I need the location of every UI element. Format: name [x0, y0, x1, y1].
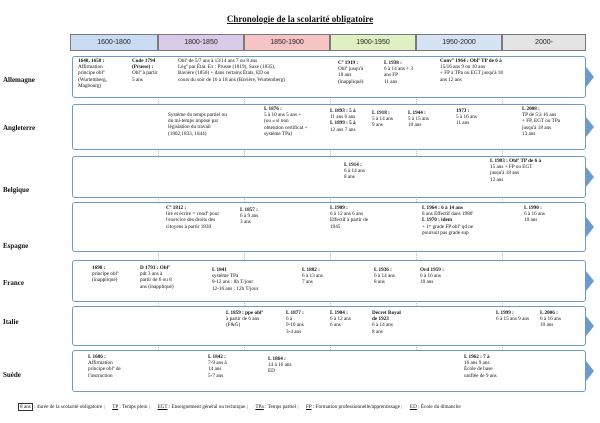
entry-line: 6 à 16 ans — [524, 211, 545, 218]
timeline-entry — [140, 265, 174, 290]
entry-line: 8 ans — [374, 279, 385, 286]
entry-line: 8 ans — [344, 174, 355, 181]
entry-line: 5-7 ans — [208, 372, 224, 379]
timeline-entry — [464, 354, 497, 379]
entry-line: 14 ans — [208, 366, 222, 373]
timeline-entry — [92, 265, 119, 284]
entry-line: jusqu'à 18 ans — [522, 124, 552, 131]
entry-line: L 1962 : 7 à — [464, 354, 490, 360]
entry-line: 12 ans 7 ans — [330, 126, 356, 133]
entry-line: L 1859 : ppe oblº — [226, 310, 264, 316]
entry-line: 9-10 ans — [286, 322, 304, 329]
entry-line: L 1970 : idem — [422, 217, 453, 224]
country-label: Belgique — [3, 186, 30, 194]
band-suede — [72, 350, 586, 392]
timeline-entry — [540, 310, 561, 329]
timeline-entry — [330, 108, 356, 133]
entry-line: D 1793 : Oblº — [140, 265, 170, 271]
entry-line: TP de 5 à 16 ans — [522, 112, 557, 119]
entry-line: L 1904 : — [330, 310, 348, 316]
entry-line: principe oblº — [78, 70, 105, 77]
entry-line: 5 à 16 ans — [456, 114, 477, 121]
entry-line: Code 1794 — [132, 58, 156, 64]
entry-line: ED — [268, 368, 275, 375]
entry-line: 10 ans — [540, 322, 554, 329]
entry-line: principe oblº — [92, 271, 119, 278]
timeline-entry — [264, 106, 308, 137]
entry-line: 3 ans — [240, 219, 251, 226]
entry-line: 1640, 1658 : — [78, 58, 105, 64]
legend — [18, 404, 467, 410]
entry-line: 9 ans — [372, 122, 383, 129]
entry-line: 6 à 14 ans — [374, 273, 395, 280]
entry-line: 8 ans — [372, 328, 383, 335]
entry-line: 6 à 13 ans — [302, 273, 323, 280]
entry-line: L 1938 : — [384, 60, 402, 66]
timeline-entry — [408, 110, 429, 129]
entry-line: 10 ans — [408, 122, 422, 129]
entry-line: 16 ans 9 ans — [464, 360, 490, 367]
entry-line: L 1914 : — [344, 162, 362, 168]
entry-line: 5 à 15 ans — [408, 116, 429, 123]
entry-line: système TPa) — [264, 130, 292, 137]
entry-line: poursuit pas grade sup — [422, 229, 469, 236]
legend-item: EGT : Enseignement général ou technique ; — [157, 404, 249, 410]
entry-line: 10 ans — [420, 279, 434, 286]
entry-line: Oblº de 5/7 ans à 13/14 ans 7 ou 8 ans — [178, 58, 258, 64]
entry-line: (1802,1833, 1844) — [168, 130, 207, 137]
entry-line: législation du travail — [168, 124, 211, 131]
entry-line: L 1842 : — [208, 354, 226, 360]
timeline-entry — [524, 205, 545, 224]
entry-line: L 1899 : 5 à — [330, 120, 356, 127]
entry-line: 8 ans Effectif dans 1980' — [422, 211, 474, 218]
entry-line: 12-16 ans : 12h T/jour — [212, 285, 259, 292]
timeline-entry — [338, 60, 363, 85]
entry-line: L 1964 : 6 à 14 ans — [422, 205, 463, 211]
timeline-entry — [286, 310, 304, 335]
entry-line: Oblº à partir — [132, 70, 158, 77]
entry-line: L 1999 : — [496, 310, 514, 316]
entry-line: (Prusse) : — [132, 64, 154, 71]
entry-line: 18 ans — [338, 72, 352, 79]
entry-line: Effectif à partir de — [330, 217, 369, 224]
entry-line: 1698 : — [92, 265, 106, 271]
entry-line: 6 ans — [330, 322, 341, 329]
country-label: Angleterre — [3, 124, 36, 132]
legend-item: TPa : Temps partiel ; — [255, 404, 299, 410]
entry-line: (inappliqué) — [92, 277, 118, 284]
timeline-entry — [226, 310, 263, 329]
entry-line: 6 à 15 ans 9 ans — [496, 316, 529, 323]
entry-line: Affirmation — [78, 64, 103, 71]
timeline-entry — [166, 205, 219, 230]
timeline-entry — [268, 356, 291, 375]
entry-line: jusqu'à 18 ans — [490, 170, 520, 177]
country-label: Suède — [3, 371, 21, 379]
entry-line: obtention certificat + — [264, 124, 308, 131]
entry-line: Décret Royal — [372, 310, 401, 316]
entry-line: citoyens à partir 1830 — [166, 223, 212, 230]
entry-line: (Wurtemberg, — [78, 76, 107, 83]
entry-line: système TPa — [212, 273, 239, 280]
entry-line: L 1882 : — [302, 267, 320, 273]
legend-item: FP : Formation professionnelle/apprentissage ; — [305, 404, 403, 410]
timeline-entry — [330, 310, 351, 329]
timeline-entry — [496, 310, 529, 322]
period-1800-1850: 1800-1850 — [158, 34, 244, 51]
timeline-entry — [420, 267, 444, 286]
entry-line: Bavière (1856) + dans certains États, ED ou — [178, 70, 270, 77]
period-1600-1800: 1600-1800 — [70, 34, 158, 51]
entry-line: cours du soir de 16 à 18 ans (Bavière, Wurtemberg) — [178, 76, 286, 83]
entry-line: Oblº jusqu'à — [338, 66, 364, 73]
timeline-entry — [212, 267, 258, 292]
entry-line: ans 12 ans — [440, 76, 462, 83]
period-1900-1950: 1900-1950 — [330, 34, 416, 51]
country-label: Italie — [3, 318, 19, 326]
entry-line: L 1864 : — [268, 356, 286, 362]
entry-line: L 1990 : — [524, 205, 542, 211]
entry-line: (ou « si non — [264, 118, 289, 125]
entry-line: (F&G) — [226, 322, 241, 329]
entry-line: 6 à 16 ans — [420, 273, 441, 280]
entry-line: L 1876 : — [264, 106, 282, 112]
entry-line: L 1936 : — [374, 267, 392, 273]
entry-line: 13 ans — [522, 130, 536, 137]
entry-line: l'instruction — [88, 372, 113, 379]
entry-line: ans (inappliqué) — [140, 283, 174, 290]
entry-line: 1973 : — [456, 108, 470, 114]
timeline-entry — [168, 112, 227, 137]
entry-line: 5 à 10 ans 5 ans + — [264, 112, 302, 119]
entry-line: L 2006 : — [540, 310, 558, 316]
entry-line: 6 à 12 ans 6 ans — [330, 211, 363, 218]
entry-line: 15 ans + FP ou EGT — [490, 164, 533, 171]
timeline-entry — [302, 267, 323, 286]
entry-line: Conv° 1964 : Oblº TP de 6 à — [440, 58, 502, 64]
entry-line: 6 à 9 ans — [240, 213, 259, 220]
entry-line: L 1893 : 5 à — [330, 108, 356, 114]
band-angleterre — [72, 104, 586, 150]
entry-line: 6 à 16 ans — [540, 316, 561, 323]
timeline-entry — [372, 310, 401, 335]
timeline-entry — [456, 108, 477, 127]
entry-line: L 1909 : — [330, 205, 348, 211]
country-label: France — [3, 279, 24, 287]
entry-line: ans FP — [384, 72, 398, 79]
entry-line: 6 à — [286, 316, 293, 323]
entry-line: 15/16 ans 9 ou 10 ans — [440, 64, 486, 71]
entry-line: 11 ans — [456, 120, 470, 127]
timeline-entry — [344, 162, 365, 181]
entry-line: + 1ᵉʳ grade FP oblº qd ne — [422, 223, 474, 230]
timeline-entry — [490, 158, 541, 183]
period-2000: 2000- — [502, 34, 586, 51]
entry-line: 6 à 12 ans — [330, 316, 351, 323]
entry-line: 5 à 14 ans — [372, 116, 393, 123]
period-1850-1900: 1850-1900 — [244, 34, 330, 51]
entry-line: Système du temps partiel ou — [168, 112, 227, 118]
entry-line: L 1857 : — [240, 207, 258, 213]
legend-item: 8 ans : durée de la scolarité obligatoire ; — [20, 404, 105, 410]
entry-line: L 1841 — [212, 267, 227, 273]
entry-line: + FP à TPa ou EGT jusqu'à 18 — [440, 70, 503, 77]
entry-line: 12 ans — [490, 176, 504, 183]
entry-line: 11 ans 6 ans — [330, 114, 356, 121]
timeline-entry — [178, 58, 285, 83]
entry-line: 6 à 14 ans + 3 — [384, 66, 414, 73]
entry-line: lire et écrire = condº pour — [166, 211, 220, 218]
entry-line: Légº par État. Ex : Prusse (1819), Saxe (1835), — [178, 64, 276, 71]
timeline-entry — [330, 205, 368, 230]
entry-line: + FP, EGT ou TPa — [522, 118, 561, 125]
timeline-entry — [132, 58, 158, 83]
legend-item: ED : École du dimanche — [409, 404, 461, 410]
entry-line: L 2008 : — [522, 106, 540, 112]
entry-line: l'exercice des droits des — [166, 217, 216, 224]
entry-line: 3-4 ans — [286, 328, 302, 335]
entry-line: de 1923 — [372, 316, 389, 323]
entry-line: L 1983 : Oblº TP de 6 à — [490, 158, 542, 164]
legend-item: TP : Temps plein ; — [112, 404, 151, 410]
entry-line: 1945 — [330, 223, 341, 230]
entry-line: L 1944 : — [408, 110, 426, 116]
entry-line: du mi-temps imposé par — [168, 118, 219, 125]
entry-line: Ord 1959 : — [420, 267, 444, 273]
timeline-entry — [208, 354, 227, 379]
timeline-entry — [78, 58, 107, 89]
entry-line: Cº 1919 : — [338, 60, 359, 66]
timeline-entry — [240, 207, 258, 226]
entry-line: partir de 6 ou 8 — [140, 277, 172, 284]
timeline-entry — [522, 106, 560, 137]
entry-line: unifiée de 9 ans — [464, 372, 497, 379]
entry-line: 6 à 14 ans — [372, 322, 393, 329]
period-header — [70, 34, 586, 51]
entry-line: L 1877 : — [286, 310, 304, 316]
entry-line: pdt 3 ans à — [140, 271, 163, 278]
timeline-entry — [384, 60, 413, 85]
entry-line: Affirmation — [88, 360, 113, 367]
entry-line: 5 ans — [132, 76, 143, 83]
entry-line: à partir de 6 ans — [226, 316, 260, 323]
entry-line: 7 ans — [302, 279, 313, 286]
entry-line: École de base — [464, 366, 493, 373]
entry-line: L 1918 : — [372, 110, 390, 116]
timeline-entry — [422, 205, 473, 236]
entry-line: 6 à 14 ans — [344, 168, 365, 175]
period-1950-2000: 1950-2000 — [416, 34, 502, 51]
country-label: Allemagne — [3, 76, 35, 84]
entry-line: L 1686 : — [88, 354, 106, 360]
entry-line: 11 ans — [384, 78, 398, 85]
entry-line: 10 ans — [524, 217, 538, 224]
entry-line: principe oblº de — [88, 366, 121, 373]
band-espagne — [72, 202, 586, 252]
entry-line: 7-9 ans à — [208, 360, 227, 367]
timeline-entry — [372, 110, 393, 129]
country-label: Espagne — [3, 242, 29, 250]
timeline-entry — [440, 58, 503, 83]
entry-line: 14 à 16 ans — [268, 362, 292, 369]
page-title: Chronologie de la scolarité obligatoire — [226, 14, 374, 24]
entry-line: 8-12 ans : 8h T/jour — [212, 279, 254, 286]
timeline-entry — [88, 354, 121, 379]
entry-line: Magbourg) — [78, 82, 102, 89]
timeline-entry — [374, 267, 395, 286]
entry-line: Cº 1812 : — [166, 205, 187, 211]
entry-line: (inappliqué) — [338, 78, 364, 85]
